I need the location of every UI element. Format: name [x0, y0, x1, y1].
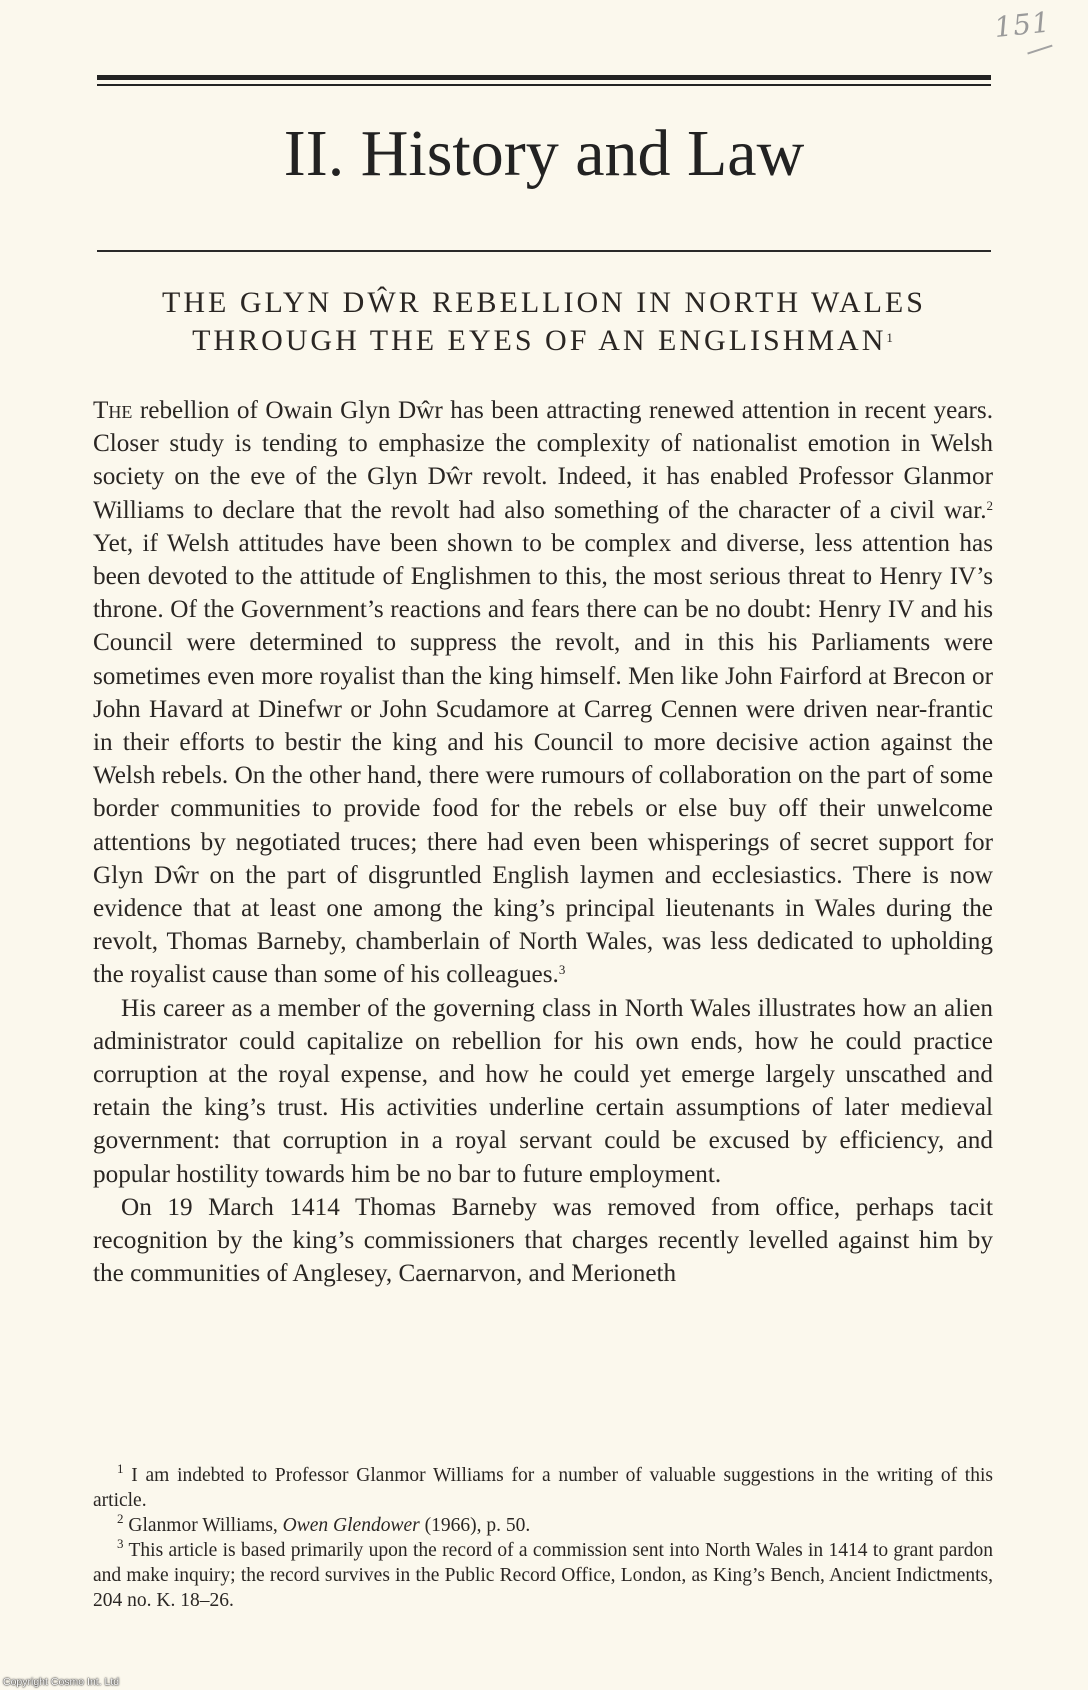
paragraph-1 [93, 394, 993, 992]
article-title [90, 284, 998, 360]
footnote-2-before: Glanmor Williams, [123, 1515, 283, 1536]
handwritten-dash [1027, 45, 1052, 55]
footnotes [93, 1463, 993, 1613]
footnote-1 [93, 1463, 993, 1513]
footnote-2-after: (1966), p. 50. [419, 1515, 531, 1536]
footnote-2-book-title: Owen Glendower [282, 1515, 420, 1536]
paragraph-1-text-b: Yet, if Welsh attitudes have been shown to be complex and diverse, less attention has been devoted to the attitude of Englishmen to this, the most serious threat to Henry IV’s throne. Of the Government’s reactions and fears there can be no doubt: Henry IV and his Council were determined to suppress the revolt, and in this his Parliaments were sometimes even more royalist than the king himself. Men like John Fairford at Brecon or John Havard at Dinefwr or John Scudamore at Carreg Cennen were driven near-frantic in their efforts to bestir the king and his Council to more decisive action against the Welsh rebels. On the other hand, there were rumours of collaboration on the part of some border communities to provide food for the rebels or else buy off their unwelcome attentions by negotiated truces; there had even been whisperings of secret support for Glyn Dŵr on the part of disgruntled English laymen and ecclesiastics. There is now evidence that at least one among the king’s principal lieutenants in Wales during the revolt, Thomas Barneby, chamberlain of North Wales, was less dedicated to upholding the royalist cause than some of his colleagues. [93, 529, 993, 989]
article-title-footnote-ref: 1 [886, 330, 896, 345]
paragraph-3: On 19 March 1414 Thomas Barneby was removed from office, perhaps tacit recognition by the king’s commissioners that charges recently levelled against him by the communities of Anglesey, Caernarvon, and Merioneth [93, 1193, 993, 1288]
footnote-3-text: This article is based primarily upon the record of a commission sent into North Wales in 1414 to grant pardon and make inquiry; the record survives in the Public Record Office, London, as King’s Bench, Ancient Indictments, 204 no. K. 18–26. [93, 1540, 993, 1611]
article-title-line1: THE GLYN DŴR REBELLION IN NORTH WALES [162, 286, 926, 319]
footnote-1-number: 1 [117, 1461, 124, 1476]
footnote-ref-2: 2 [986, 497, 993, 513]
footnote-ref-3: 3 [558, 962, 566, 978]
footnote-2 [93, 1513, 993, 1538]
chapter-title: II. History and Law [283, 117, 805, 190]
paragraph-2: His career as a member of the governing class in North Wales illustrates how an alien administrator could capitalize on rebellion for his own ends, how he could practice corruption at the royal expense, and how he could yet emerge largely unscathed and retain the king’s trust. His activities underline certain assumptions of later medieval government: that corruption in a royal servant could be excused by efficiency, and popular hostility towards him be no bar to future employment. [93, 994, 993, 1188]
footnote-3-number: 3 [117, 1536, 124, 1551]
paragraph-1-text-a: rebellion of Owain Glyn Dŵr has been attracting renewed attention in recent years. Closer study is tending to emphasize the complexity of nationalist emotion in Welsh society on the eve of the Glyn Dŵr revolt. Indeed, it has enabled Professor Glanmor Williams to declare that the revolt had also something of the character of a civil war. [93, 397, 993, 524]
handwritten-number-text: 151 [992, 5, 1053, 45]
footnote-1-text: I am indebted to Professor Glanmor Williams for a number of valuable suggestions in the writing of this article. [93, 1465, 993, 1511]
article-body [93, 394, 993, 1290]
header-rule-thick [97, 75, 991, 80]
handwritten-page-number [993, 5, 1058, 59]
footnote-3 [93, 1538, 993, 1613]
article-title-line2: THROUGH THE EYES OF AN ENGLISHMAN [192, 324, 887, 357]
header-rule-thin [97, 84, 991, 86]
paragraph-1-lead-word: The [93, 397, 133, 424]
footnote-2-number: 2 [117, 1511, 124, 1526]
title-divider-rule [97, 250, 991, 252]
copyright-watermark: Copyright Cosmo Int. Ltd [3, 1676, 120, 1688]
